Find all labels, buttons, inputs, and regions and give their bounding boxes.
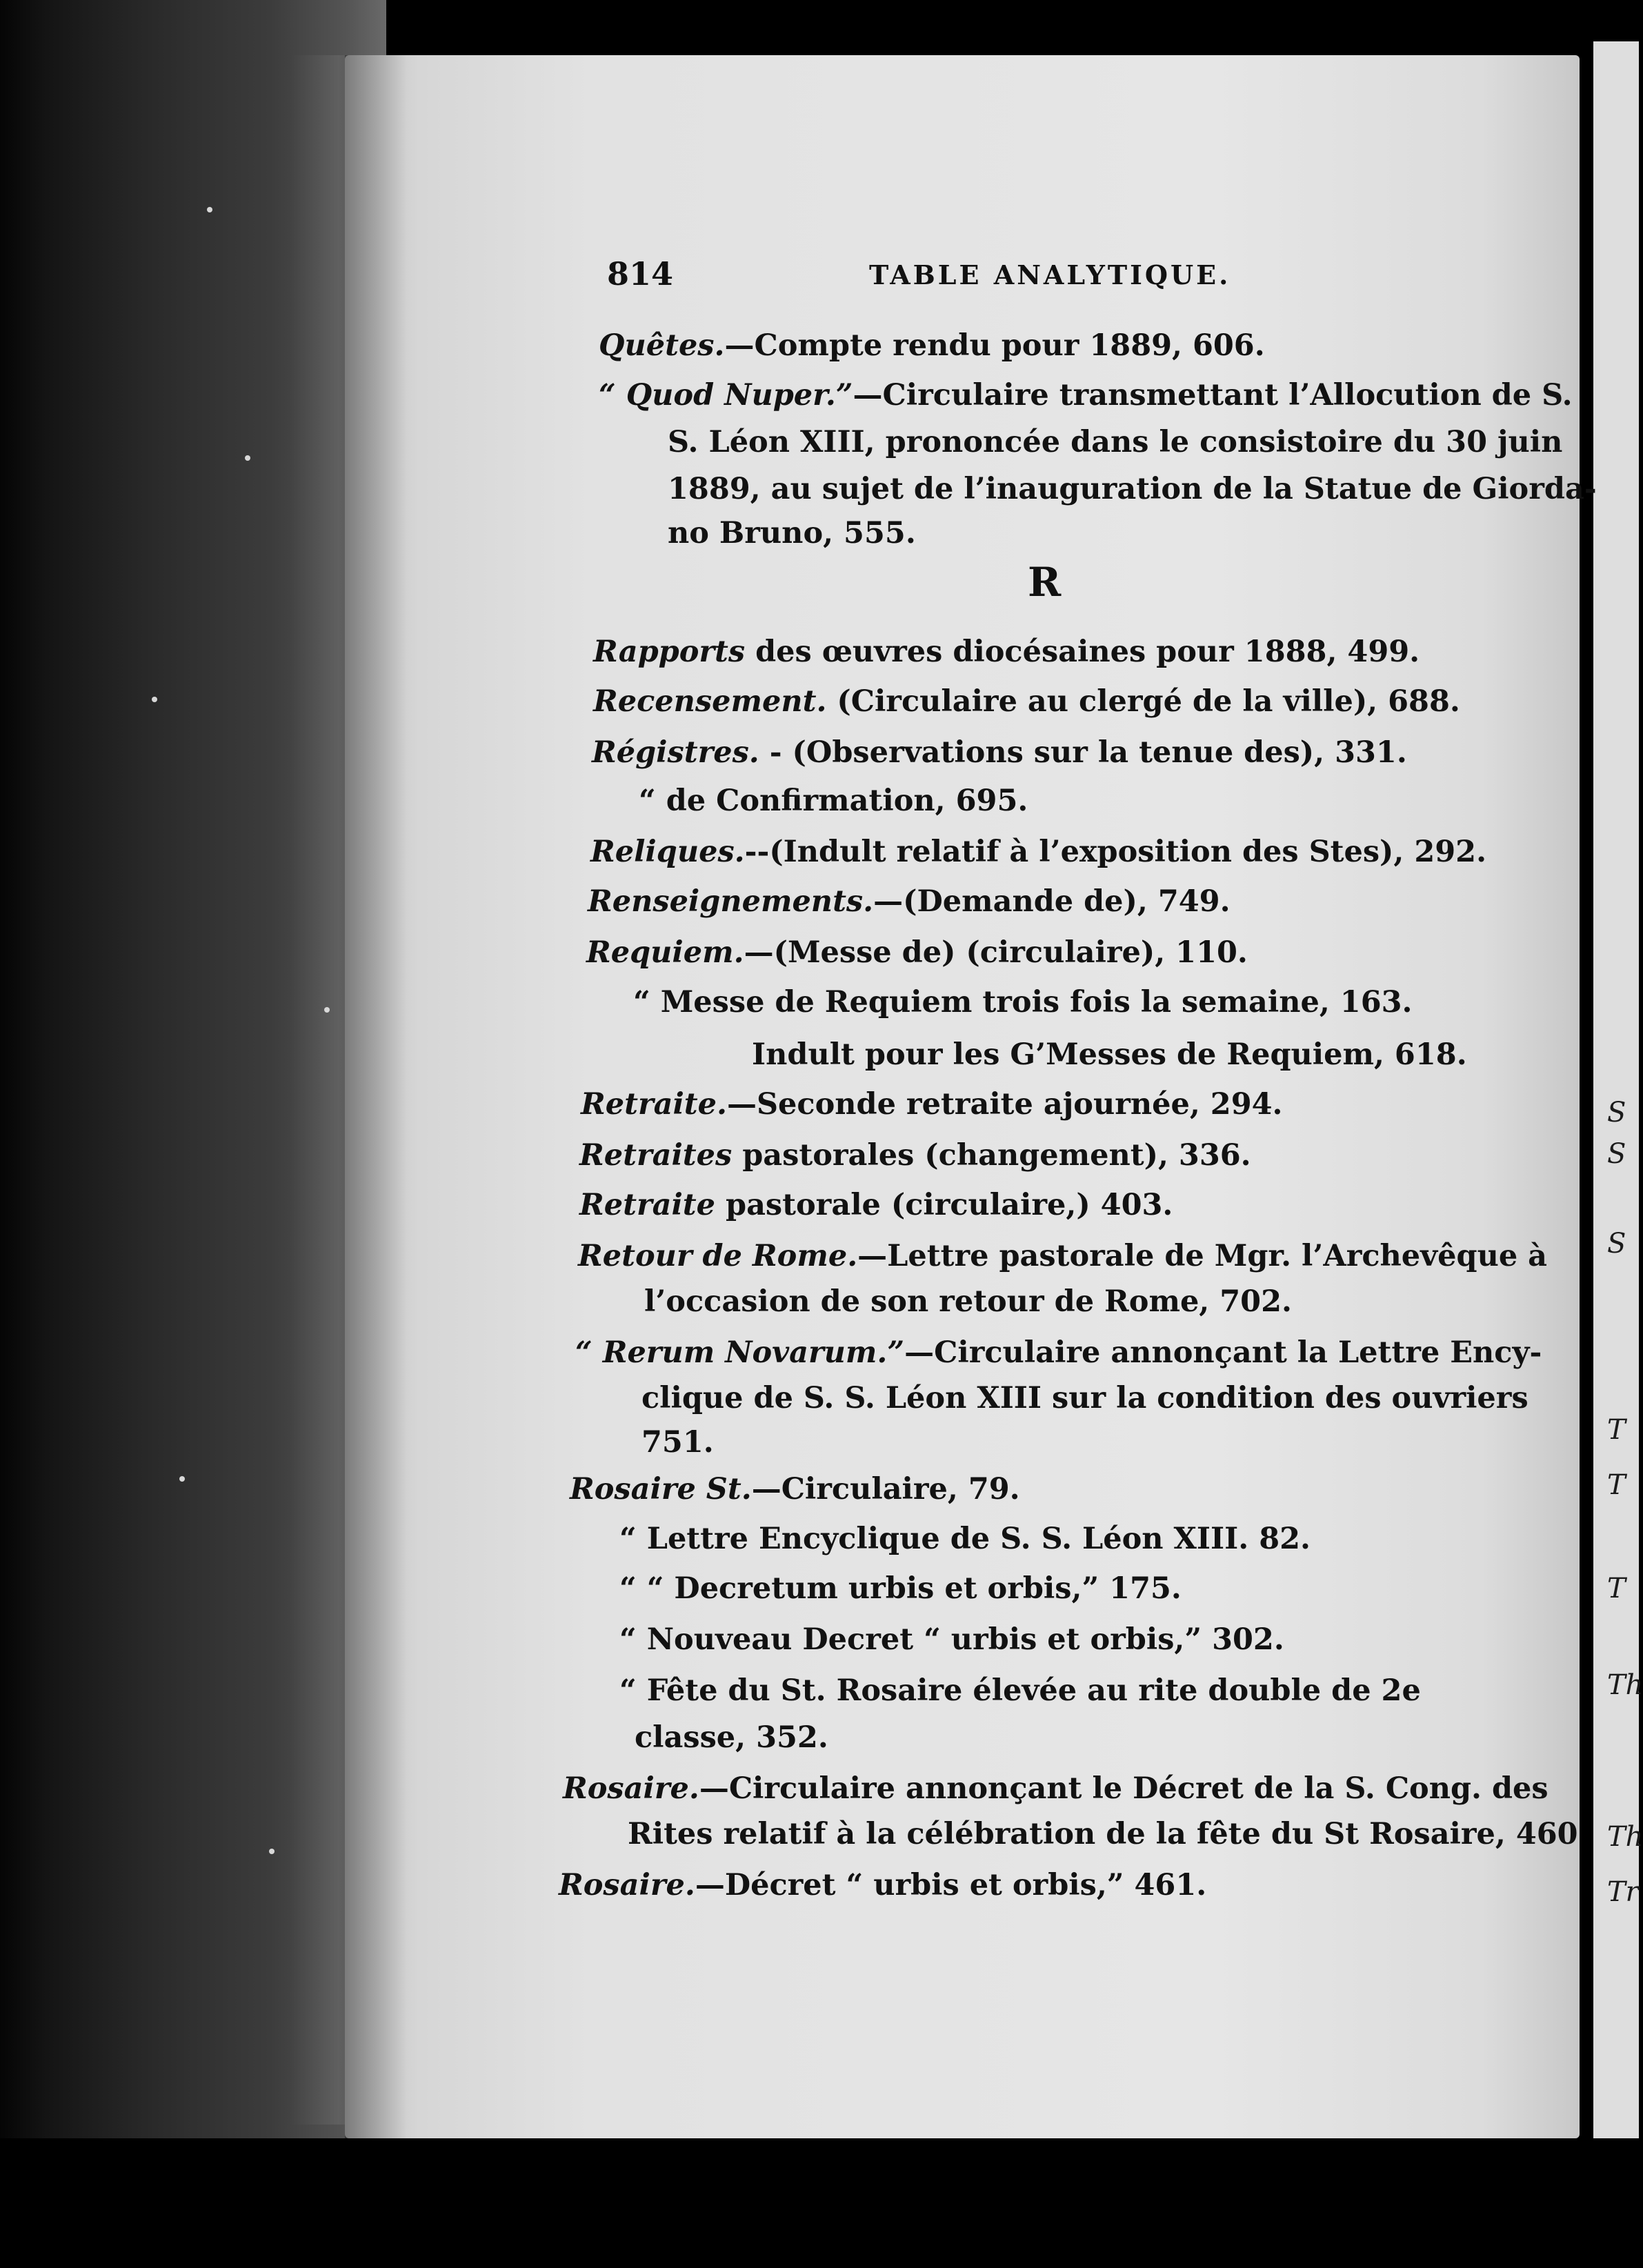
entry-term: Rosaire. [559, 1868, 695, 1902]
index-line [570, 1472, 1020, 1506]
index-line [641, 1381, 1529, 1415]
entry-term: Rosaire St. [570, 1472, 752, 1506]
entry-text: (Circulaire au clergé de la ville), 688. [826, 684, 1460, 719]
index-line [581, 1087, 1283, 1122]
entry-text: —Circulaire, 79. [751, 1472, 1020, 1506]
index-line [619, 1524, 1311, 1554]
index-line [668, 472, 1597, 506]
entry-text: S. Léon XIII, prononcée dans le consistoire du 30 juin [668, 425, 1563, 459]
entry-text: —Circulaire annonçant le Décret de la S. Cong. des [699, 1771, 1549, 1806]
entry-text: —Lettre pastorale de Mgr. l’Archevêque à [857, 1239, 1548, 1273]
adjacent-page-text: Th [1607, 1821, 1643, 1853]
page-number: 814 [607, 255, 674, 292]
index-line [579, 1188, 1173, 1222]
entry-text: —Décret “ urbis et orbis,” 461. [695, 1868, 1207, 1902]
entry-text: classe, 352. [635, 1720, 828, 1755]
adjacent-page-text: Th [1607, 1669, 1643, 1701]
index-line [586, 935, 1248, 970]
index-line [635, 1720, 828, 1755]
index-line [590, 837, 1486, 867]
entry-text: —(Demande de), 749. [873, 884, 1231, 919]
index-line [593, 637, 1420, 667]
adjacent-page-text: Tr [1607, 1876, 1639, 1908]
index-line [628, 1817, 1578, 1851]
adjacent-page-text: T [1607, 1573, 1626, 1604]
index-line [619, 1571, 1182, 1606]
entry-text: —Compte rendu pour 1889, 606. [724, 328, 1265, 363]
index-line [575, 1335, 1542, 1370]
entry-text: 1889, au sujet de l’inauguration de la Statue de Giorda- [668, 472, 1597, 506]
entry-term: Rosaire. [563, 1771, 699, 1806]
entry-text: —Circulaire transmettant l’Allocution de S. [853, 378, 1573, 412]
adjacent-page-text: T [1607, 1414, 1626, 1446]
running-head: TABLE ANALYTIQUE. [869, 259, 1231, 290]
entry-text: pastorales (changement), 336. [732, 1138, 1251, 1173]
entry-term: Quêtes. [599, 328, 725, 363]
entry-text: “ Fête du St. Rosaire élevée au rite double de 2e [619, 1673, 1421, 1708]
index-line [639, 786, 1028, 816]
entry-text: “ Messe de Requiem trois fois la semaine, 163. [633, 985, 1413, 1019]
entry-text: “ de Confirmation, 695. [639, 784, 1028, 818]
entry-term: Retraites [579, 1138, 733, 1173]
adjacent-page-text: S [1607, 1097, 1626, 1128]
entry-text: - (Observations sur la tenue des), 331. [759, 735, 1407, 770]
index-line [579, 1138, 1251, 1173]
index-line [619, 1622, 1284, 1657]
index-line [559, 1868, 1207, 1902]
index-line [668, 425, 1563, 459]
entry-term: Renseignements. [588, 884, 874, 919]
index-line [593, 684, 1460, 719]
index-line [563, 1771, 1549, 1806]
entry-term: Reliques. [590, 835, 745, 869]
entry-text: “ Nouveau Decret “ urbis et orbis,” 302. [619, 1622, 1284, 1657]
adjacent-page-text: S [1607, 1228, 1626, 1260]
index-line [588, 884, 1231, 919]
index-line [599, 328, 1265, 363]
index-line [668, 516, 916, 550]
index-line [592, 735, 1407, 770]
entry-term: Rapports [593, 635, 746, 669]
adjacent-page-text: S [1607, 1138, 1626, 1170]
index-line [644, 1284, 1292, 1319]
entry-text: —(Messe de) (circulaire), 110. [744, 935, 1248, 970]
index-line [633, 985, 1413, 1019]
entry-text: Indult pour les G’Messes de Requiem, 618. [752, 1037, 1467, 1072]
index-line [752, 1037, 1467, 1072]
entry-text: l’occasion de son retour de Rome, 702. [644, 1284, 1292, 1319]
entry-text: des œuvres diocésaines pour 1888, 499. [745, 635, 1420, 669]
entry-term: Retraite. [581, 1087, 727, 1122]
entry-term: “ Quod Nuper.” [599, 378, 853, 412]
adjacent-page-text: T [1607, 1469, 1626, 1501]
index-line [641, 1425, 714, 1460]
entry-term: Retour de Rome. [578, 1239, 858, 1273]
entry-term: “ Rerum Novarum.” [575, 1335, 905, 1370]
entry-text: “ “ Decretum urbis et orbis,” 175. [619, 1571, 1182, 1606]
entry-text: 751. [641, 1425, 714, 1460]
entry-text: no Bruno, 555. [668, 516, 916, 550]
entry-text: pastorale (circulaire,) 403. [715, 1188, 1173, 1222]
section-letter: R [1028, 559, 1062, 606]
entry-text: clique de S. S. Léon XIII sur la condition des ouvriers [641, 1381, 1529, 1415]
entry-text: —Circulaire annonçant la Lettre Ency- [904, 1335, 1542, 1370]
entry-text: —Seconde retraite ajournée, 294. [727, 1087, 1283, 1122]
index-line [599, 378, 1573, 412]
entry-text: Rites relatif à la célébration de la fête du St Rosaire, 460 [628, 1817, 1578, 1851]
index-line [578, 1239, 1548, 1273]
entry-term: Retraite [579, 1188, 716, 1222]
entry-term: Requiem. [586, 935, 744, 970]
entry-term: Régistres. [592, 735, 759, 770]
entry-term: Recensement. [593, 684, 827, 719]
index-line [619, 1673, 1421, 1708]
entry-text: --(Indult relatif à l’exposition des Stes), 292. [744, 835, 1487, 869]
entry-text: “ Lettre Encyclique de S. S. Léon XIII. 82. [619, 1522, 1311, 1556]
